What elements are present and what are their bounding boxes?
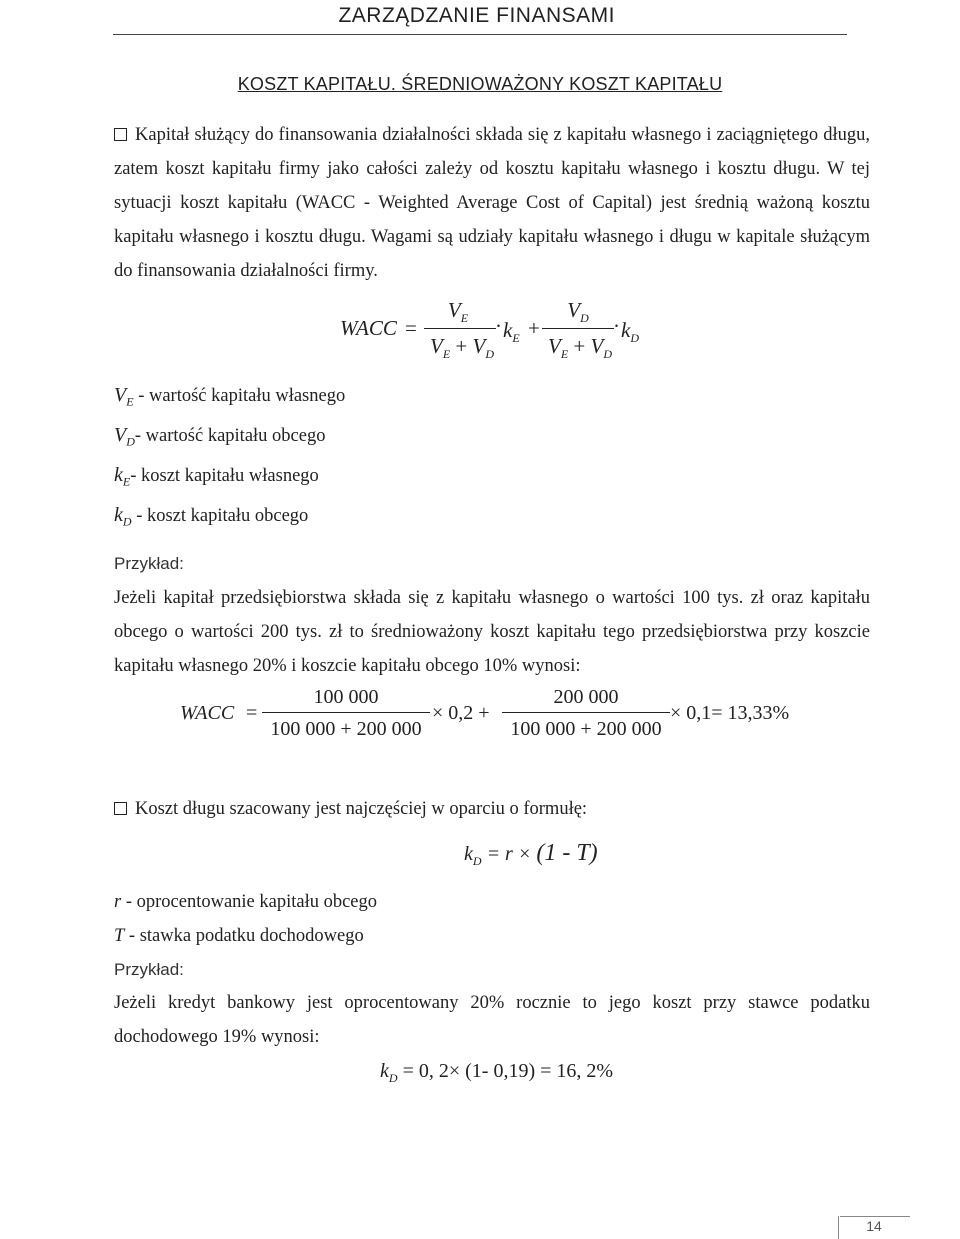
example-2-label: Przykład: (114, 960, 184, 979)
wacc-lhs: WACC (340, 316, 397, 340)
example-1-formula (0, 686, 960, 746)
wacc-formula (0, 298, 960, 368)
wacc-numerator-1: $V_E$ (447, 298, 469, 326)
example-1-label: Przykład: (114, 554, 184, 573)
checkbox-bullet-icon (114, 128, 127, 141)
wacc-denominator-2: $V_E + V_D$ (547, 334, 612, 362)
page-number: 14 (866, 1218, 882, 1234)
example-denominator-1: 100 000 + 200 000 (270, 718, 422, 740)
section-title: KOSZT KAPITAŁU. ŚREDNIOWAŻONY KOSZT KAPITAŁU (237, 74, 723, 94)
definition-ke: $k_E-$ koszt kapitału własnego (114, 464, 319, 489)
dot-operator-2: · (613, 314, 620, 338)
definition-kd: $k_D$ - koszt kapitału obcego (114, 504, 309, 529)
example-fraction-bar-2 (502, 712, 670, 713)
fraction-bar-2 (542, 328, 614, 329)
checkbox-bullet-icon (114, 802, 127, 815)
fraction-bar-1 (424, 328, 496, 329)
wacc-plus: + (528, 316, 540, 340)
definition-ve: $V_E$ - wartość kapitału własnego (114, 384, 346, 409)
wacc-numerator-2: $V_D$ (567, 298, 589, 326)
example-equals: = (246, 702, 258, 724)
dot-operator-1: · (495, 314, 502, 338)
example-multiplier-2: × 0,1= 13,33% (670, 702, 790, 724)
header-divider (113, 34, 847, 35)
example-numerator-2: 200 000 (553, 686, 619, 708)
example-denominator-2: 100 000 + 200 000 (510, 718, 662, 740)
example-2-text: Jeżeli kredyt bankowy jest oprocentowany 20% rocznie to jego koszt przy stawce podatku dochodowego 19% wynosi: (114, 993, 870, 1047)
example-fraction-bar-1 (262, 712, 430, 713)
definition-vd: $V_D-$ wartość kapitału obcego (114, 424, 326, 449)
example-multiplier-1: × 0,2 + (432, 702, 490, 724)
definition-t: T - stawka podatku dochodowego (114, 926, 364, 946)
wacc-denominator-1: $V_E + V_D$ (429, 334, 494, 362)
wacc-equals: = (405, 316, 417, 340)
example-1-text: Jeżeli kapitał przedsiębiorstwa składa się z kapitału własnego o wartości 100 tys. zł oraz kapitału obcego o wartości 200 tys. zł to średnioważony koszt kapitału tego przedsiębiorstwa przy koszcie kapitału własnego 20% i koszcie kapitału obcego 10% wynosi: (114, 588, 870, 676)
example-wacc-lhs: WACC (180, 702, 235, 724)
intro-paragraph (114, 118, 870, 288)
wacc-k1: $k_E$ (503, 318, 520, 346)
debt-cost-paragraph-text: Koszt długu szacowany jest najczęściej w oparciu o formułę: (135, 799, 588, 819)
page-header-title: ZARZĄDZANIE FINANSAMI (338, 4, 615, 27)
example-2-formula: $k_D = 0$, 2× (1- 0,19) = 16, 2% (380, 1060, 614, 1085)
intro-paragraph-text: Kapitał służący do finansowania działalności składa się z kapitału własnego i zaciągniętego długu, zatem koszt kapitału firmy jako całości zależy od kosztu kapitału własnego i kosztu długu. W tej sytuacji koszt kapitału (WACC - Weighted Average Cost of Capital) jest średnią ważoną kosztu kapitału własnego i kosztu długu. Wagami są udziały kapitału własnego i długu w kapitale służącym do finansowania działalności firmy. (114, 125, 870, 281)
example-numerator-1: 100 000 (313, 686, 379, 708)
definition-r: r - oprocentowanie kapitału obcego (114, 892, 378, 912)
kd-formula: $k_D = r \times (1 - T)$ (464, 840, 598, 868)
wacc-k2: $k_D$ (621, 318, 639, 346)
debt-cost-paragraph (114, 792, 870, 826)
